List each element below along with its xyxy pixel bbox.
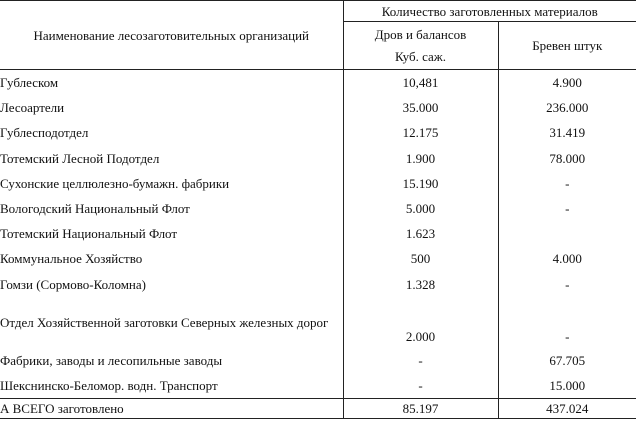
wood-value: 15.190 xyxy=(343,171,498,196)
wood-value: 5.000 xyxy=(343,196,498,221)
wood-value: 12.175 xyxy=(343,120,498,145)
logs-value: 67.705 xyxy=(549,352,586,368)
header-wood-title: Дров и балансов xyxy=(374,27,467,42)
org-name: Сухонские целлюлезно-бумажн. фабрики xyxy=(0,171,343,196)
org-name: Отдел Хозяйственной заготовки Северных железных дорог xyxy=(0,297,343,348)
table-row xyxy=(0,70,636,96)
total-logs-value: 437.024 xyxy=(498,399,636,419)
org-name: Тотемский Лесной Подотдел xyxy=(0,146,343,171)
org-name: Тотемский Национальный Флот xyxy=(0,221,343,246)
table-row xyxy=(0,272,636,297)
table-row xyxy=(0,373,636,399)
logs-value: - xyxy=(565,276,570,292)
logs-value: 236.000 xyxy=(546,100,589,116)
table-row xyxy=(0,246,636,271)
total-row xyxy=(0,399,636,419)
total-label: А ВСЕГО заготовлено xyxy=(0,399,343,419)
logs-value: - xyxy=(565,328,570,344)
wood-value: - xyxy=(343,348,498,373)
table-row xyxy=(0,146,636,171)
logs-value: 4.900 xyxy=(552,75,582,91)
wood-value: 2.000 xyxy=(343,297,498,348)
wood-value: 500 xyxy=(343,246,498,271)
org-name: Лесоартели xyxy=(0,95,343,120)
logs-value: - xyxy=(565,201,570,217)
org-name: Гублесподотдел xyxy=(0,120,343,145)
wood-value: 35.000 xyxy=(343,95,498,120)
wood-value: - xyxy=(343,373,498,399)
table-row xyxy=(0,95,636,120)
table-row xyxy=(0,297,636,348)
wood-value: 1.328 xyxy=(343,272,498,297)
total-wood-value: 85.197 xyxy=(343,399,498,419)
org-name: Гомзи (Сормово-Коломна) xyxy=(0,272,343,297)
wood-value: 10,481 xyxy=(343,70,498,96)
table-row xyxy=(0,348,636,373)
table-row xyxy=(0,171,636,196)
logs-value: 4.000 xyxy=(552,251,582,267)
org-name: Гублеском xyxy=(0,70,343,96)
wood-value: 1.623 xyxy=(343,221,498,246)
logs-value: 78.000 xyxy=(549,150,586,166)
wood-value: 1.900 xyxy=(343,146,498,171)
table-row xyxy=(0,120,636,145)
org-name: Фабрики, заводы и лесопильные заводы xyxy=(0,348,343,373)
org-name: Коммунальное Хозяйство xyxy=(0,246,343,271)
org-name: Вологодский Национальный Флот xyxy=(0,196,343,221)
table-body xyxy=(0,70,636,419)
header-wood-column xyxy=(343,22,498,70)
logs-value xyxy=(498,221,636,246)
header-logs-column: Бревен штук xyxy=(498,22,636,70)
table-header xyxy=(0,1,636,70)
header-group-column: Количество заготовленных материалов xyxy=(343,1,636,22)
logs-value: 31.419 xyxy=(549,125,586,141)
table-row xyxy=(0,196,636,221)
logs-value: - xyxy=(565,175,570,191)
header-org-column: Наименование лесозаготовительных организаций xyxy=(0,1,343,70)
logs-value: 15.000 xyxy=(549,377,586,393)
header-wood-unit: Куб. саж. xyxy=(394,49,447,64)
table-row xyxy=(0,221,636,246)
org-name: Шекснинско-Беломор. водн. Транспорт xyxy=(0,373,343,399)
